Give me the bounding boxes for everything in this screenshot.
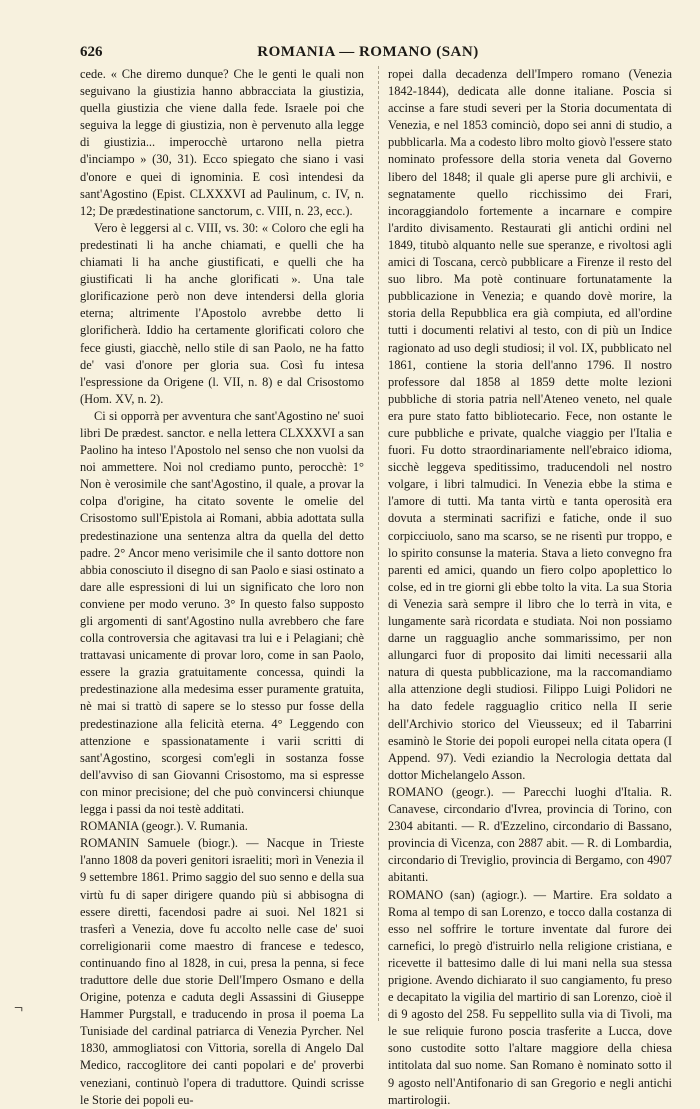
paragraph: cede. « Che diremo dunque? Che le genti le quali non seguivano la giustizia hanno abbracciata la giustizia, quella giustizia che viene dalla fede. Israele poi che seguiva la legge di giustizia, non è pervenuto alla legge di giustizia... imperocchè urtarono nella pietra d'inciampo » (30, 31). Ecco spiegato che siano i vasi d'onore e quei di ignominia. E così intendesi da sant'Agostino (Epist. CLXXXVI ad Paulinum, c. IV, n. 12; De prædestinatione sanctorum, c. VIII, n. 23, ecc.). [80, 67, 364, 218]
margin-mark: ¬ [14, 1000, 24, 1017]
paragraph: Ci si opporrà per avventura che sant'Agostino ne' suoi libri De prædest. sanctor. e nella lettera CLXXXVI a san Paolino ha inteso l'Apostolo nel senso che non vuolsi da noi ammettere. Noi nol crediamo punto, perocchè: 1° Non è verosimile che sant'Agostino, il quale, a provar la colpa d'origine, ha citato sovente le omelie del Crisostomo sull'Epistola ai Romani, abbia adottata sulla predestinazione una sentenza altra da quella del detto padre. 2° Ancor meno verisimile che il santo dottore non abbia conosciuto il disegno di san Paolo e siasi ostinato a dare alle espressioni di lui un significato che loro non conviene per modo veruno. 3° In questo falso supposto gli argomenti di sant'Agostino nulla avrebbero che fare colla controversia che agitavasi tra lui e i Pelagiani; chè trattavasi unicamente di provar loro, come in san Paolo, essere la grazia gratuitamente concessa, quindi la predestinazione alla medesima esser puramente gratuita, nè mai si trattò di sapere se lo stesso pur fosse della predestinazione alla felicità eterna. 4° Leggendo con attenzione e spassionatamente i varii scritti di sant'Agostino, scorgesi com'egli in sostanza fosse dell'avviso di san Giovanni Crisostomo, ma si espresse con minor precisione; del che può convincersi chiunque legga i passi da noi testè additati. [80, 408, 364, 817]
paragraph: Vero è leggersi al c. VIII, vs. 30: « Coloro che egli ha predestinati li ha anche chiamati, e quelli che ha chiamati li ha anche giustificati, e quelli che ha giustificati li ha anche glorificati ». Una tale glorificazione però non deve intendersi della gloria eterna; altrimente l'Apostolo avrebbe detto li glorificherà. Iddio ha certamente glorificati coloro che fece giusti, giacchè, nello stile di san Paolo, ne ha fatto de' vasi d'onore per gloria sua. Così fu intesa l'espressione da Origene (l. VII, n. 8) e dal Crisostomo (Hom. XV, n. 2). [80, 220, 364, 406]
left-column [80, 66, 364, 1109]
entry-romano-geogr: ROMANO (geogr.). — Parecchi luoghi d'Italia. R. Canavese, circondario d'Ivrea, provincia di Torino, con 2304 abitanti. — R. d'Ezzelino, circondario di Bassano, provincia di Vicenza, con 2887 abit. — R. di Lombardia, circondario di Treviglio, provincia di Bergamo, con 4907 abitanti. [388, 784, 672, 885]
entry-romano-san: ROMANO (san) (agiogr.). — Martire. Era soldato a Roma al tempo di san Lorenzo, e tocco dalla costanza di esso nel soffrire le torture inventate dal furore dei carnefici, lo pregò d'istruirlo nella religione cristiana, e ricevette il battesimo dalle di lui mani nella sua stessa prigione. Avendo dichiarato il suo cangiamento, fu preso e decapitato la vigilia del martirio di san Lorenzo, cioè il di 9 agosto del 258. Fu seppellito sulla via di Tivoli, ma le sue reliquie furono poscia trasferite a Lucca, dove sono custodite sotto l'altare maggiore della chiesa intitolata dal suo nome. San Romano è nominato sotto il 9 agosto nell'Antifonario di san Gregorio e negli antichi martirologii. [388, 887, 672, 1107]
entry-romanin: ROMANIN Samuele (biogr.). — Nacque in Trieste l'anno 1808 da poveri genitori israeliti; morì in Venezia il 9 settembre 1861. Primo saggio del suo senno e della sua virtù fu di saper dirigere quando più si abbisogna di essere diretti, facendosi padre ai suoi. Nel 1821 si trasferì a Venezia, dove fu accolto nelle case de' suoi correligionarii come maestro di francese e tedesco, continuando fino al 1828, in cui, presa la penna, si fece traduttore delle due storie Dell'Impero Osmano e della Origine, potenza e caduta degli Assassini di Giuseppe Hammer Purgstall, e traducendo in prosa il poema La Tunisiade del cardinal patriarca di Venezia Pyrcher. Nel 1830, ammogliatosi con Vittoria, sorella di Angelo Dal Medico, raccoglitore dei canti popolari e de' proverbi veneziani, continuò l'opera di traduttore. Quindi scrisse le Storie dei popoli eu- [80, 836, 364, 1107]
running-head: ROMANIA — ROMANO (SAN) [257, 44, 479, 60]
page-header [80, 44, 656, 64]
paragraph: ropei dalla decadenza dell'Impero romano (Venezia 1842-1844), dedicata alle donne italiane. Poscia si accinse a fare studi severi per la Storia documentata di Venezia, e nel 1853 cominciò, dopo sei anni di studio, a pubblicarla. Ma a codesto libro molto giovò l'essere stato nominato professore della storia veneta dal Governo libero del 1848; il quale gli aperse pure gli archivii, e segnatamente quello ricchissimo dei Frari, incoraggiandolo fortemente a incarnare e compire l'ardito divisamento. Restaurati gli antichi ordini nel 1849, titubò alquanto nelle sue speranze, e rivoltosi agli amici di Toscana, cercò pubblicare a Firenze il resto del suo libro. Ma potè continuare fortunatamente la pubblicazione in Venezia; e quando dovè morire, la storia della Repubblica era già compiuta, ed all'ordine tutti i documenti relativi al testo, con di più un Indice ragionato ad uso degli studiosi; il vol. IX, pubblicato nel 1861, contiene la storia dell'anno 1796. Il nostro professore dal 1858 al 1859 dette molte lezioni pubbliche di storia patria nell'Ateneo veneto, nel quale era pure stato fatto bibliotecario. Fece, non ostante le cure pubbliche e private, qualche viaggio per l'Italia e fuori. Fu dotto straordinariamente nell'ebraico idioma, sicchè leggeva speditissimo, traducendoli nel nostro volgare, i libri talmudici. In Venezia ebbe la stima e l'amore di tutti. Ma tanta virtù e tanta operosità era dovuta a sterminati sacrifizi e fatiche, onde il suo corpicciuolo, sano ma scarso, se ne risentì pur troppo, e lo spirito consunse la materia. Stava a lieto convegno fra parenti ed amici, quando un fiero colpo apoplettico lo colse, ed in tre giorni gli ebbe tolto la vita. La sua Storia di Venezia sarà sempre il libro che lo terrà in vita, e lungamente sarà ricordata e studiata. Noi non possiamo darne un ragguaglio anche sommarissimo, per non allungarci fuor di proposito dai limiti necessarii alla natura di questa pubblicazione, ma la raccomandiamo alla attenzione degli studiosi. Filippo Luigi Polidori ne ha dato fedele ragguaglio critico nella II serie dell'Archivio storico del Vieusseux; ed il Tabarrini esaminò le Storie dei popoli europei nella citata opera (I Append. 97). Vedi eziandio la Necrologia dettata dal dottor Michelangelo Asson. [388, 67, 672, 782]
column-divider [378, 66, 380, 1021]
entry-romania: ROMANIA (geogr.). V. Rumania. [80, 819, 248, 834]
right-column [388, 66, 672, 1109]
page-number: 626 [80, 44, 103, 60]
